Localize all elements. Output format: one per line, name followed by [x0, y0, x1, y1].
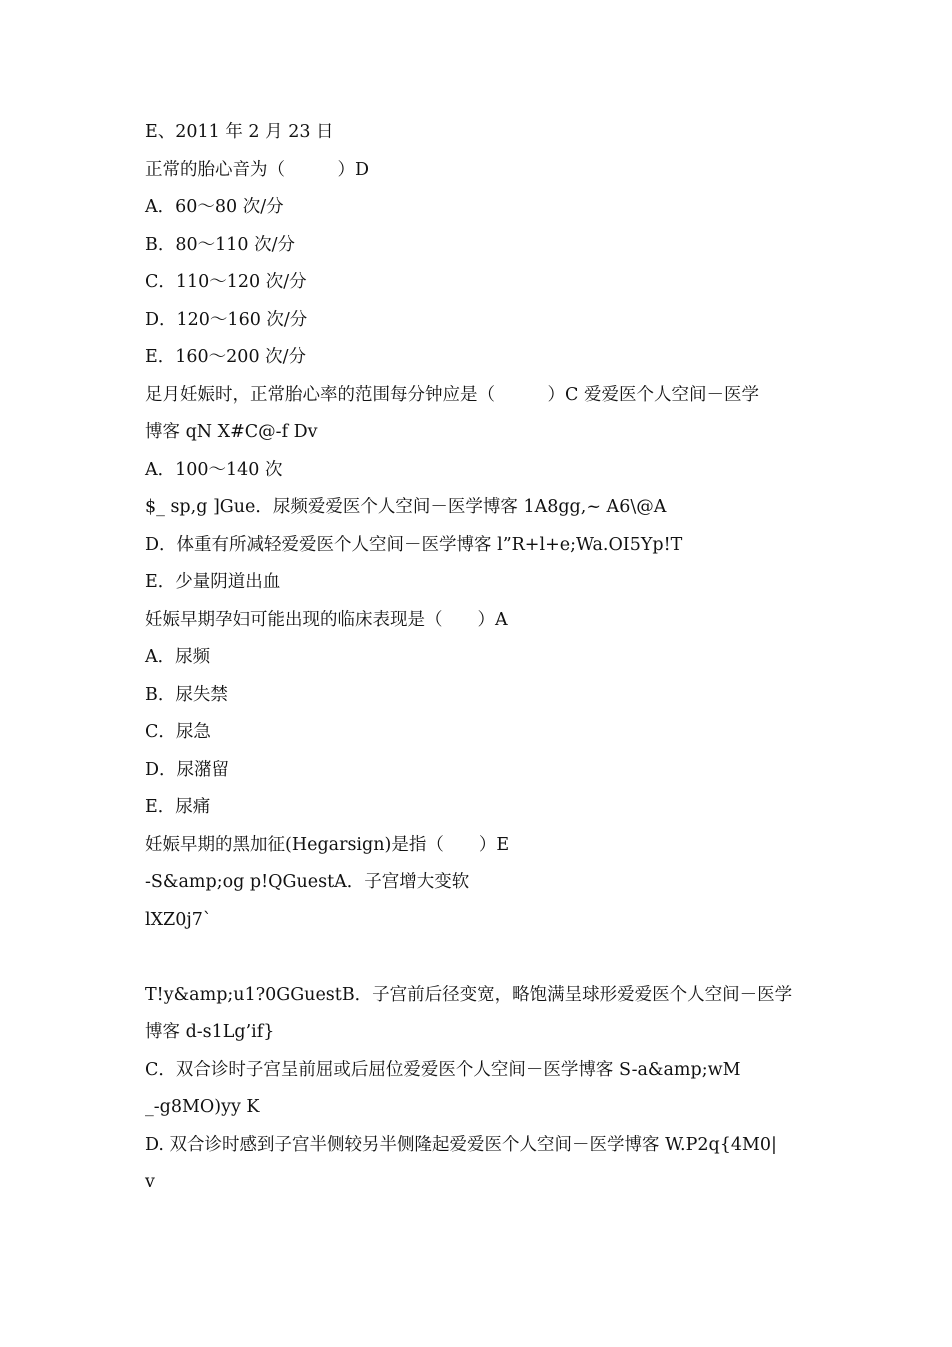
- option-line: D. 双合诊时感到子宫半侧较另半侧隆起爱爱医个人空间－医学博客 W.P2q{4M0|: [145, 1134, 777, 1155]
- option-line: E．尿痛: [145, 797, 211, 817]
- text-line: -S&amp;og p!QGuestA．子宫增大变软: [145, 872, 470, 892]
- option-line: C．110～120 次/分: [145, 272, 307, 292]
- text-line: lXZ0j7`: [145, 909, 212, 930]
- text-line: $_ sp,g ]Gue．尿频爱爱医个人空间－医学博客 1A8gg,~ A6\@A: [145, 497, 667, 517]
- option-line: D．120～160 次/分: [145, 309, 308, 330]
- blank-line: [145, 939, 825, 977]
- option-line: B．80～110 次/分: [145, 234, 295, 255]
- question-line: 妊娠早期的黑加征(Hegarsign)是指（ ）E: [145, 834, 510, 855]
- text-line: _-g8MO)yy K: [145, 1097, 260, 1117]
- question-line: 足月妊娠时，正常胎心率的范围每分钟应是（ ）C 爱爱医个人空间－医学: [145, 384, 759, 405]
- option-line: C．尿急: [145, 722, 211, 742]
- document-body: [145, 114, 825, 1202]
- option-line: C．双合诊时子宫呈前屈或后屈位爱爱医个人空间－医学博客 S-a&amp;wM: [145, 1059, 741, 1080]
- text-line: E、2011 年 2 月 23 日: [145, 122, 334, 142]
- option-line: D．体重有所减轻爱爱医个人空间－医学博客 l”R+l+e;Wa.OI5Yp!T: [145, 534, 683, 555]
- question-line: 正常的胎心音为（ ）D: [145, 159, 370, 180]
- option-line: A．100～140 次: [145, 459, 283, 480]
- option-line: E．少量阴道出血: [145, 572, 281, 592]
- option-line: A．尿频: [145, 647, 211, 667]
- option-line: E．160～200 次/分: [145, 347, 307, 367]
- option-line: D．尿潴留: [145, 759, 230, 780]
- text-line: T!y&amp;u1?0GGuestB．子宫前后径变宽，略饱满呈球形爱爱医个人空间－医学: [145, 984, 793, 1005]
- option-line: B．尿失禁: [145, 684, 228, 705]
- text-line: v: [145, 1172, 155, 1192]
- question-line: 妊娠早期孕妇可能出现的临床表现是（ ）A: [145, 609, 508, 630]
- text-line: 博客 qN X#C@-f Dv: [145, 422, 318, 442]
- option-line: A．60～80 次/分: [145, 197, 284, 217]
- text-line: 博客 d-s1Lg’if}: [145, 1022, 275, 1042]
